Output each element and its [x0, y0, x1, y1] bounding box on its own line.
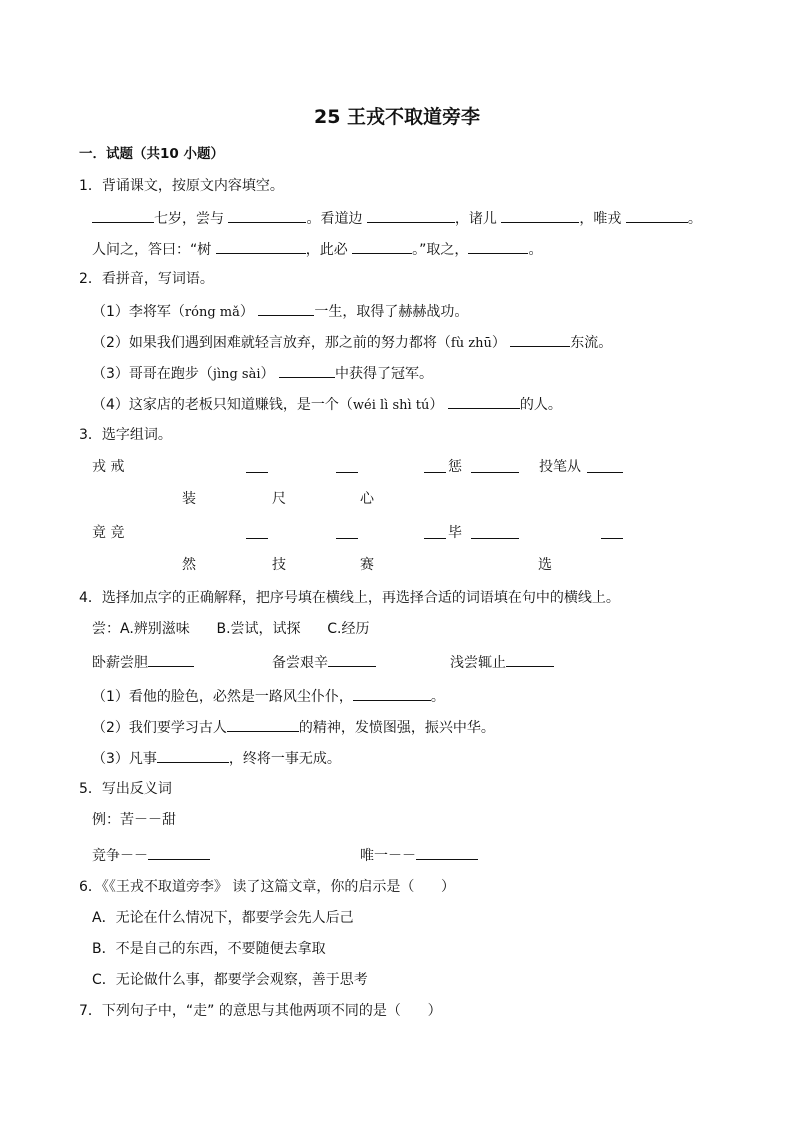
q5-item-2 — [360, 844, 478, 866]
answer-blank[interactable] — [227, 716, 299, 732]
q4-text: 的精神，发愤图强，振兴中华。 — [298, 720, 495, 736]
q4-text: （3）凡事 — [92, 751, 157, 767]
q2-text: 一生，取得了赫赫战功。 — [314, 304, 469, 320]
answer-blank[interactable] — [448, 393, 520, 409]
q1-stem: 1．背诵课文，按原文内容填空。 — [79, 178, 284, 194]
q3-char: 技 — [272, 557, 286, 573]
q2-text: 东流。 — [570, 335, 613, 351]
answer-blank[interactable] — [258, 300, 314, 316]
q6-option-b[interactable]: B．不是自己的东西，不要随便去拿取 — [92, 941, 326, 957]
answer-blank[interactable] — [468, 238, 528, 254]
q4-text: （2）我们要学习古人 — [92, 720, 227, 736]
q1-text: ，此必 — [305, 242, 348, 258]
q4-sentence-2 — [92, 716, 495, 738]
q3-char: 然 — [182, 557, 196, 573]
pinyin: róng mǎ — [184, 305, 240, 320]
answer-blank[interactable] — [216, 238, 306, 254]
q3-row2-label: 竟 竞 — [92, 525, 125, 541]
answer-blank[interactable] — [510, 331, 570, 347]
answer-blank[interactable] — [471, 472, 519, 473]
q3-char: 尺 — [272, 491, 286, 507]
answer-blank[interactable] — [279, 362, 335, 378]
q1-line-1 — [92, 207, 702, 229]
q3-char: 选 — [538, 557, 552, 573]
answer-blank[interactable] — [148, 844, 210, 860]
q6-option-c[interactable]: C．无论做什么事，都要学会观察，善于思考 — [92, 972, 368, 988]
q6-option-a[interactable]: A．无论在什么情况下，都要学会先人后己 — [92, 910, 354, 926]
q1-text: ，唯戎 — [579, 211, 622, 227]
q1-text: 。”取之， — [412, 242, 469, 258]
q1-text: ，诸儿 — [454, 211, 497, 227]
q5-text: 唯一－－ — [360, 848, 416, 864]
answer-blank[interactable] — [416, 844, 478, 860]
q2-text: 中获得了冠军。 — [334, 366, 433, 382]
q2-text: （3）哥哥在跑步（ — [92, 366, 213, 382]
answer-blank[interactable] — [336, 472, 358, 473]
answer-blank[interactable] — [506, 651, 554, 667]
q4-word-3 — [450, 651, 554, 673]
q5-example: 例：苦－－甜 — [92, 812, 176, 828]
q1-text: 七岁，尝与 — [154, 211, 224, 227]
q2-item-3 — [92, 362, 433, 385]
answer-blank[interactable] — [352, 238, 412, 254]
answer-blank[interactable] — [424, 472, 446, 473]
pinyin: jìng sài — [212, 367, 261, 382]
answer-blank[interactable] — [471, 538, 519, 539]
q3-char: 心 — [360, 491, 374, 507]
q4-sentence-1 — [92, 685, 445, 707]
q4-word: 浅尝辄止 — [450, 655, 506, 671]
q5-text: 竞争－－ — [92, 848, 148, 864]
q4-text: （1）看他的脸色，必然是一路风尘仆仆， — [92, 689, 353, 705]
answer-blank[interactable] — [367, 207, 455, 223]
answer-blank[interactable] — [601, 538, 623, 539]
q4-word-1 — [92, 651, 194, 673]
q5-stem: 5．写出反义词 — [79, 781, 172, 797]
answer-blank[interactable] — [353, 685, 431, 701]
answer-blank[interactable] — [246, 472, 268, 473]
q4-options: 尝：A.辨别滋味 B.尝试，试探 C.经历 — [92, 621, 370, 637]
q4-word: 卧薪尝胆 — [92, 655, 148, 671]
q2-stem: 2．看拼音，写词语。 — [79, 271, 214, 287]
answer-blank[interactable] — [424, 538, 446, 539]
q2-text: ） — [239, 304, 254, 320]
pinyin: fù zhū — [450, 336, 492, 351]
q2-text: （4）这家店的老板只知道赚钱，是一个（ — [92, 397, 353, 413]
page-title: 25 王戎不取道旁李 — [313, 106, 481, 128]
q1-text: 。 — [528, 242, 543, 258]
q2-item-2 — [92, 331, 612, 354]
q2-text: ） — [429, 397, 444, 413]
q4-stem: 4．选择加点字的正确解释，把序号填在横线上，再选择合适的词语填在句中的横线上。 — [79, 590, 620, 606]
q1-text: 。 — [687, 211, 702, 227]
answer-blank[interactable] — [626, 207, 688, 223]
pinyin: wéi lì shì tú — [352, 398, 430, 413]
answer-blank[interactable] — [148, 651, 194, 667]
q3-char: 装 — [182, 491, 196, 507]
q2-text: （2）如果我们遇到困难就轻言放弃，那之前的努力都将（ — [92, 335, 451, 351]
answer-blank[interactable] — [328, 651, 376, 667]
q4-word: 备尝艰辛 — [272, 655, 328, 671]
q6-stem: 6．《《王戎不取道旁李》 读了这篇文章，你的启示是（ ） — [79, 879, 456, 895]
answer-blank[interactable] — [246, 538, 268, 539]
answer-blank[interactable] — [228, 207, 306, 223]
q3-char: 投笔从 — [539, 459, 581, 475]
q3-stem: 3．选字组词。 — [79, 427, 172, 443]
q4-word-2 — [272, 651, 376, 673]
q3-char: 毕 — [448, 525, 462, 541]
q2-item-4 — [92, 393, 562, 416]
section-heading: 一．试题（共10 小题） — [79, 146, 224, 162]
q4-text: ，终将一事无成。 — [228, 751, 341, 767]
q3-char: 惩 — [448, 459, 462, 475]
q2-item-1 — [92, 300, 468, 323]
answer-blank[interactable] — [501, 207, 579, 223]
q5-item-1 — [92, 844, 210, 866]
q3-row1-label: 戎 戒 — [92, 459, 125, 475]
q2-text: 的人。 — [519, 397, 562, 413]
q3-char: 赛 — [360, 557, 374, 573]
q2-text: ） — [260, 366, 275, 382]
q1-text: 人问之，答曰：“树 — [92, 242, 212, 258]
answer-blank[interactable] — [157, 747, 229, 763]
q1-line-2 — [92, 238, 542, 260]
answer-blank[interactable] — [336, 538, 358, 539]
q2-text: ） — [491, 335, 506, 351]
answer-blank[interactable] — [92, 207, 154, 223]
q2-text: （1）李将军（ — [92, 304, 185, 320]
q4-text: 。 — [430, 689, 445, 705]
q7-stem: 7．下列句子中，“走” 的意思与其他两项不同的是（ ） — [79, 1003, 442, 1019]
q4-sentence-3 — [92, 747, 341, 769]
q1-text: 。看道边 — [306, 211, 363, 227]
answer-blank[interactable] — [587, 472, 623, 473]
